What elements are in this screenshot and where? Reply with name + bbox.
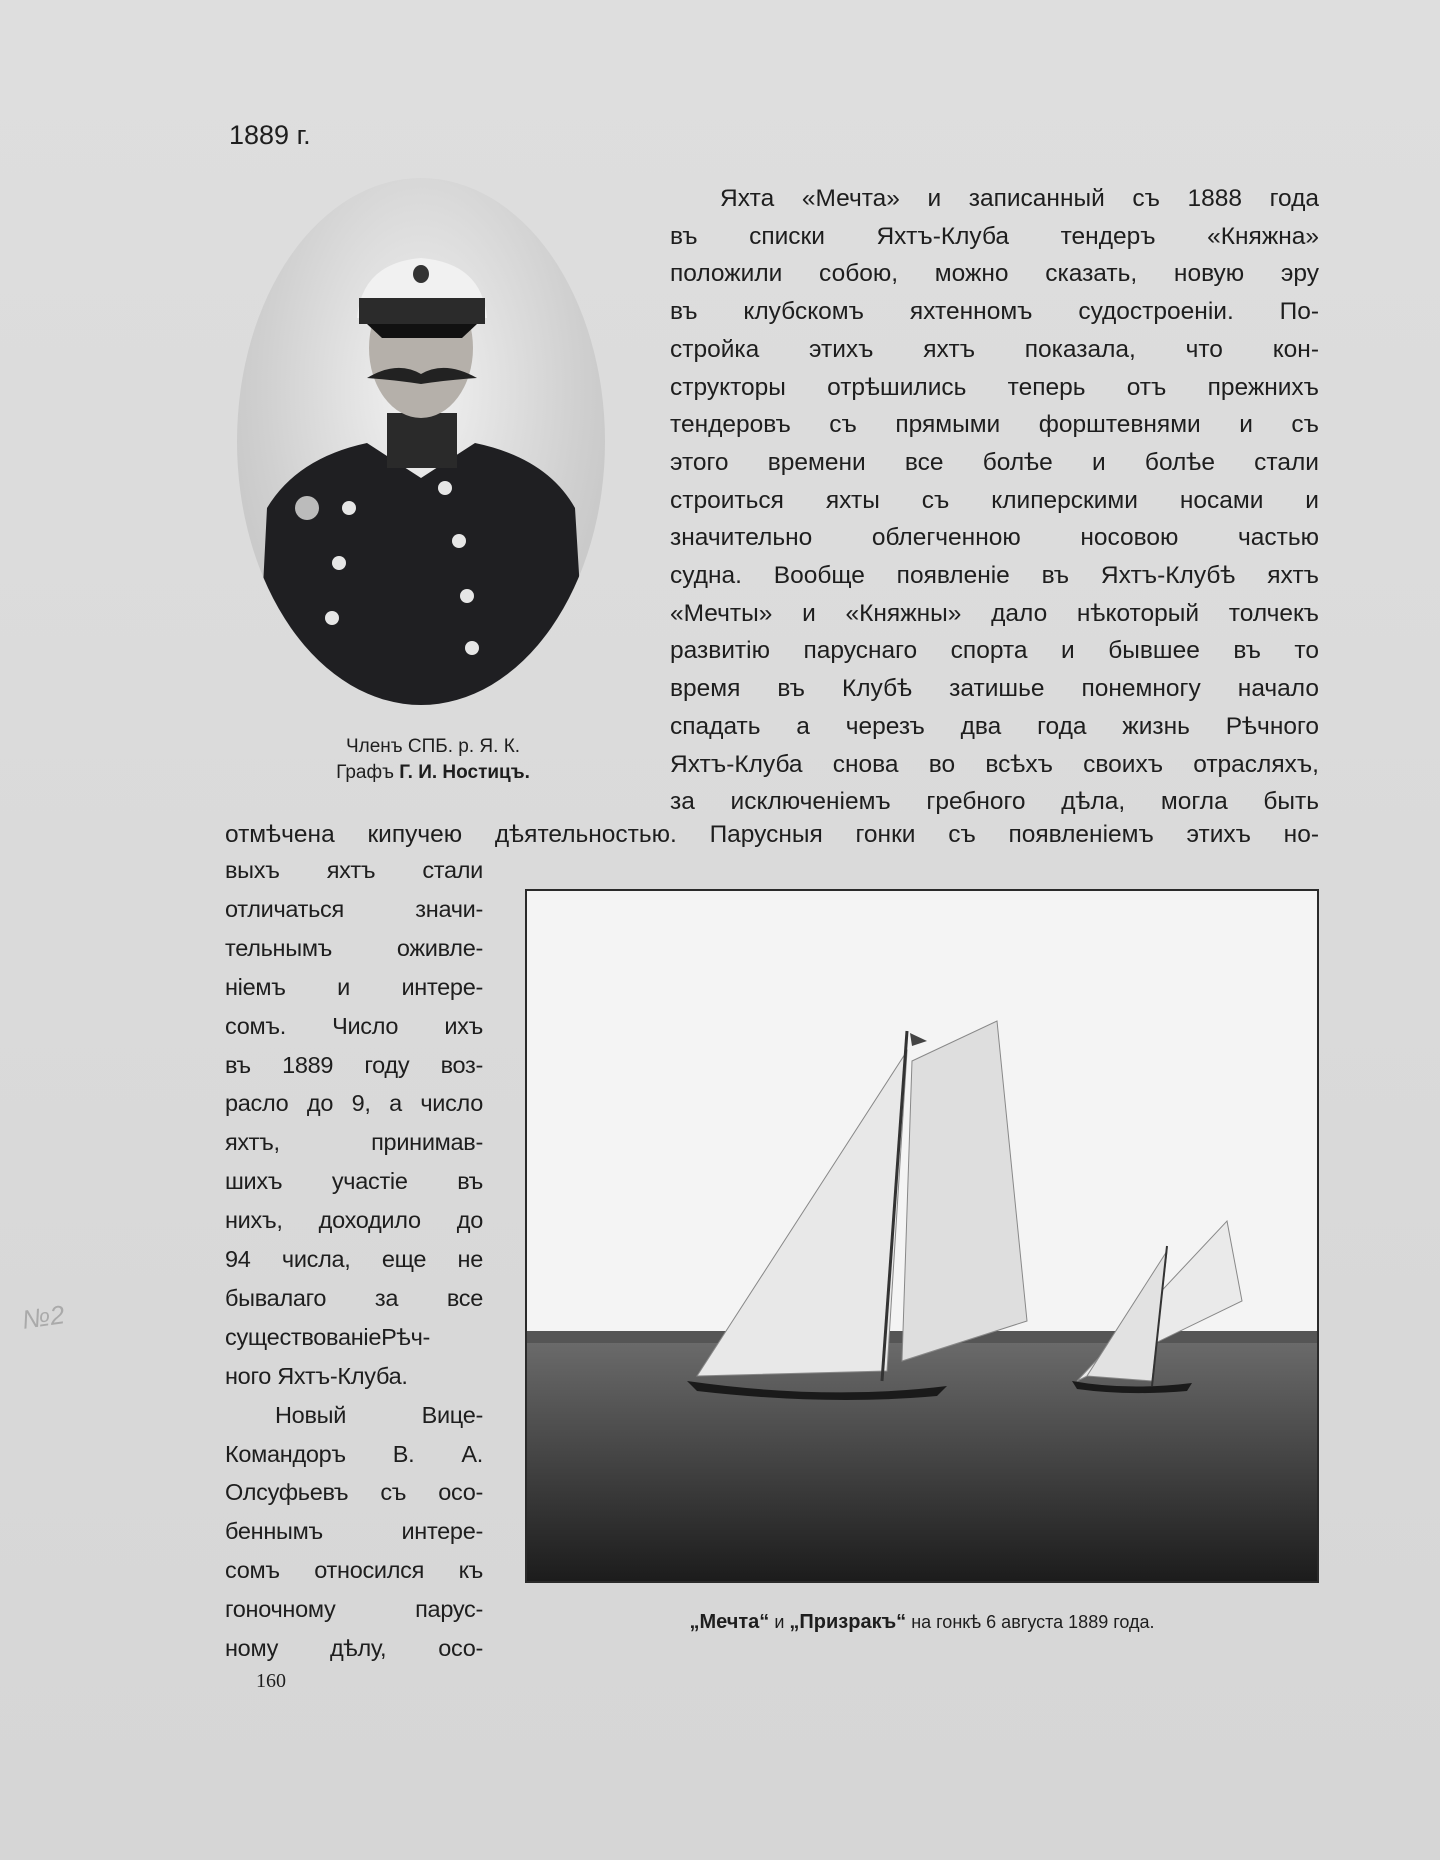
- text-line: структоры отрѣшились теперь отъ прежнихъ: [670, 373, 1319, 401]
- text-line: выхъ яхтъ стали: [225, 857, 483, 883]
- text-line: существованіеРѣч-: [225, 1323, 431, 1350]
- margin-pencil-note: №2: [20, 1299, 67, 1335]
- text-line: судна. Вообще появленіе въ Яхтъ-Клубѣ яхтъ: [670, 562, 1319, 589]
- text-line: яхтъ, принимав-: [225, 1129, 483, 1156]
- text-line: сомъ относился къ: [225, 1557, 483, 1584]
- text-line: развитію паруснаго спорта и бывшее въ то: [670, 637, 1319, 665]
- full-width-text-line: отмѣчена кипучею дѣятельностью. Парусныя гонки съ появленіемъ этихъ но-: [225, 821, 1319, 848]
- text-line: время въ Клубѣ затишье понемногу начало: [670, 675, 1319, 703]
- text-line: стройка этихъ яхтъ показала, что кон-: [670, 335, 1319, 363]
- yacht-race-photo: [525, 889, 1319, 1583]
- photo-caption: [525, 1611, 1319, 1634]
- text-line: нихъ, доходило до: [225, 1207, 483, 1234]
- text-line: беннымъ интере-: [225, 1518, 483, 1545]
- text-line: «Мечты» и «Княжны» дало нѣкоторый толчекъ: [670, 599, 1319, 627]
- text-line: шихъ участіе въ: [225, 1168, 483, 1195]
- text-line: тендеровъ съ прямыми форштевнями и съ: [670, 411, 1319, 439]
- text-line: ному дѣлу, осо-: [225, 1635, 483, 1661]
- caption-name: Г. И. Ностицъ.: [399, 762, 530, 783]
- text-line: Олсуфьевъ съ осо-: [225, 1479, 483, 1506]
- text-line: расло до 9, а число: [225, 1090, 483, 1117]
- caption-conjunction: и: [774, 1612, 785, 1632]
- portrait-photo: [237, 178, 605, 705]
- text-line: Новый Вице-: [275, 1401, 483, 1428]
- text-line: ного Яхтъ-Клуба.: [225, 1362, 408, 1389]
- text-line: бывалаго за все: [225, 1284, 483, 1311]
- text-line: въ 1889 году воз-: [225, 1051, 483, 1078]
- text-line: Яхтъ-Клуба снова во всѣхъ своихъ отрасляхъ,: [670, 750, 1319, 778]
- text-line: гоночному парус-: [225, 1596, 483, 1623]
- text-line: Командоръ В. А.: [225, 1440, 483, 1467]
- portrait-caption-line1: Членъ СПБ. р. Я. К.: [345, 736, 521, 757]
- text-line: Яхта «Мечта» и записанный съ 1888 года: [720, 185, 1319, 212]
- text-line: этого времени все болѣе и болѣе стали: [670, 448, 1319, 476]
- text-line: 94 числа, еще не: [225, 1246, 483, 1272]
- text-line: въ клубскомъ яхтенномъ судостроеніи. По-: [670, 298, 1319, 326]
- text-line: за исключеніемъ гребного дѣла, могла быть: [670, 788, 1319, 816]
- text-line: положили собою, можно сказать, новую эру: [670, 260, 1319, 288]
- yacht-name-2: „Призракъ“: [789, 1611, 907, 1633]
- text-line: отличаться значи-: [225, 895, 483, 922]
- text-line: въ списки Яхтъ-Клуба тендеръ «Княжна»: [670, 222, 1319, 250]
- text-line: сомъ. Число ихъ: [225, 1012, 483, 1039]
- yacht-name-1: „Мечта“: [689, 1611, 770, 1633]
- year-heading: 1889 г.: [229, 120, 311, 150]
- caption-rest: на гонкѣ 6 августа 1889 года.: [911, 1612, 1155, 1632]
- text-line: спадать а черезъ два года жизнь Рѣчного: [670, 712, 1319, 740]
- portrait-caption-line2: [283, 762, 583, 784]
- text-line: тельнымъ оживле-: [225, 934, 483, 961]
- text-line: ніемъ и интере-: [225, 973, 483, 1000]
- page-number: 160: [256, 1670, 286, 1692]
- text-line: строиться яхты съ клиперскими носами и: [670, 486, 1319, 514]
- text-line: значительно облегченною носовою частью: [670, 524, 1319, 552]
- caption-title: Графъ: [336, 762, 394, 783]
